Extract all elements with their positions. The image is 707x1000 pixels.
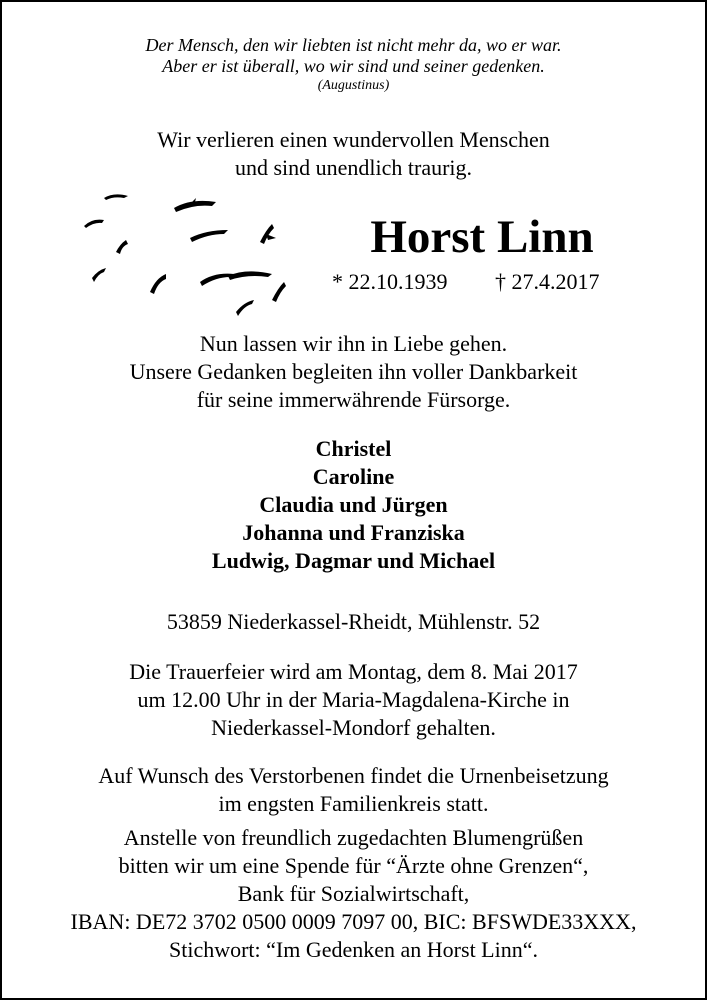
- donation-bank: Bank für Sozialwirtschaft,: [237, 881, 470, 906]
- bird-icon: [84, 220, 104, 228]
- intro-text: [2, 126, 705, 182]
- death-date: † 27.4.2017: [495, 269, 600, 294]
- service-line-1: Die Trauerfeier wird am Montag, dem 8. Mai 2017: [129, 659, 578, 684]
- intro-line-1: Wir verlieren einen wundervollen Menschen: [157, 127, 550, 152]
- deceased-name: Horst Linn: [370, 211, 594, 263]
- bird-icon: [104, 194, 128, 200]
- bird-icon: [228, 271, 272, 280]
- birth-date: * 22.10.1939: [332, 269, 448, 294]
- bird-icon: [260, 224, 276, 244]
- donation-request: [2, 824, 705, 964]
- donation-line-2: bitten wir um eine Spende für “Ärzte ohne Grenzen“,: [118, 853, 589, 878]
- farewell-line-1: Nun lassen wir ihn in Liebe gehen.: [199, 331, 508, 356]
- bird-icon: [200, 274, 234, 286]
- quote-line-1: Der Mensch, den wir liebten ist nicht mehr da, wo er war.: [145, 35, 562, 55]
- bird-icon: [174, 198, 216, 212]
- funeral-service-info: [2, 658, 705, 742]
- donation-iban: IBAN: DE72 3702 0500 0009 7097 00, BIC: BFSWDE33XXX,: [70, 909, 637, 934]
- donation-reference: Stichwort: “Im Gedenken an Horst Linn“.: [168, 937, 538, 962]
- life-dates: [332, 268, 632, 296]
- family-address: 53859 Niederkassel-Rheidt, Mühlenstr. 52: [166, 609, 541, 634]
- bird-icon: [190, 230, 228, 242]
- mourners-list: [2, 435, 705, 575]
- bird-icon: [150, 274, 166, 294]
- mourner-name: Caroline: [312, 464, 395, 489]
- bird-icon: [116, 240, 128, 254]
- intro-line-2: und sind unendlich traurig.: [234, 155, 473, 180]
- quote-source: (Augustinus): [317, 78, 390, 93]
- flying-birds-illustration: [76, 182, 296, 322]
- mourner-name: Johanna und Franziska: [242, 520, 465, 545]
- bird-icon: [92, 268, 106, 282]
- bird-icon: [236, 300, 254, 316]
- service-line-3: Niederkassel-Mondorf gehalten.: [211, 715, 496, 740]
- urn-line-1: Auf Wunsch des Verstorbenen findet die Urnenbeisetzung: [98, 763, 609, 788]
- bird-icon: [272, 282, 286, 302]
- donation-line-1: Anstelle von freundlich zugedachten Blumengrüßen: [123, 825, 584, 850]
- urn-burial-info: [2, 762, 705, 818]
- quote-line-2: Aber er ist überall, wo wir sind und seiner gedenken.: [162, 56, 545, 76]
- farewell-line-2: Unsere Gedanken begleiten ihn voller Dankbarkeit: [129, 359, 578, 384]
- mourner-name: Christel: [315, 436, 392, 461]
- urn-line-2: im engsten Familienkreis statt.: [218, 791, 489, 816]
- mourner-name: Claudia und Jürgen: [259, 492, 448, 517]
- epigraph-quote: [2, 35, 705, 94]
- farewell-line-3: für seine immerwährende Fürsorge.: [196, 387, 511, 412]
- service-line-2: um 12.00 Uhr in der Maria-Magdalena-Kirche in: [137, 687, 570, 712]
- farewell-text: [2, 330, 705, 414]
- mourner-name: Ludwig, Dagmar und Michael: [211, 548, 496, 573]
